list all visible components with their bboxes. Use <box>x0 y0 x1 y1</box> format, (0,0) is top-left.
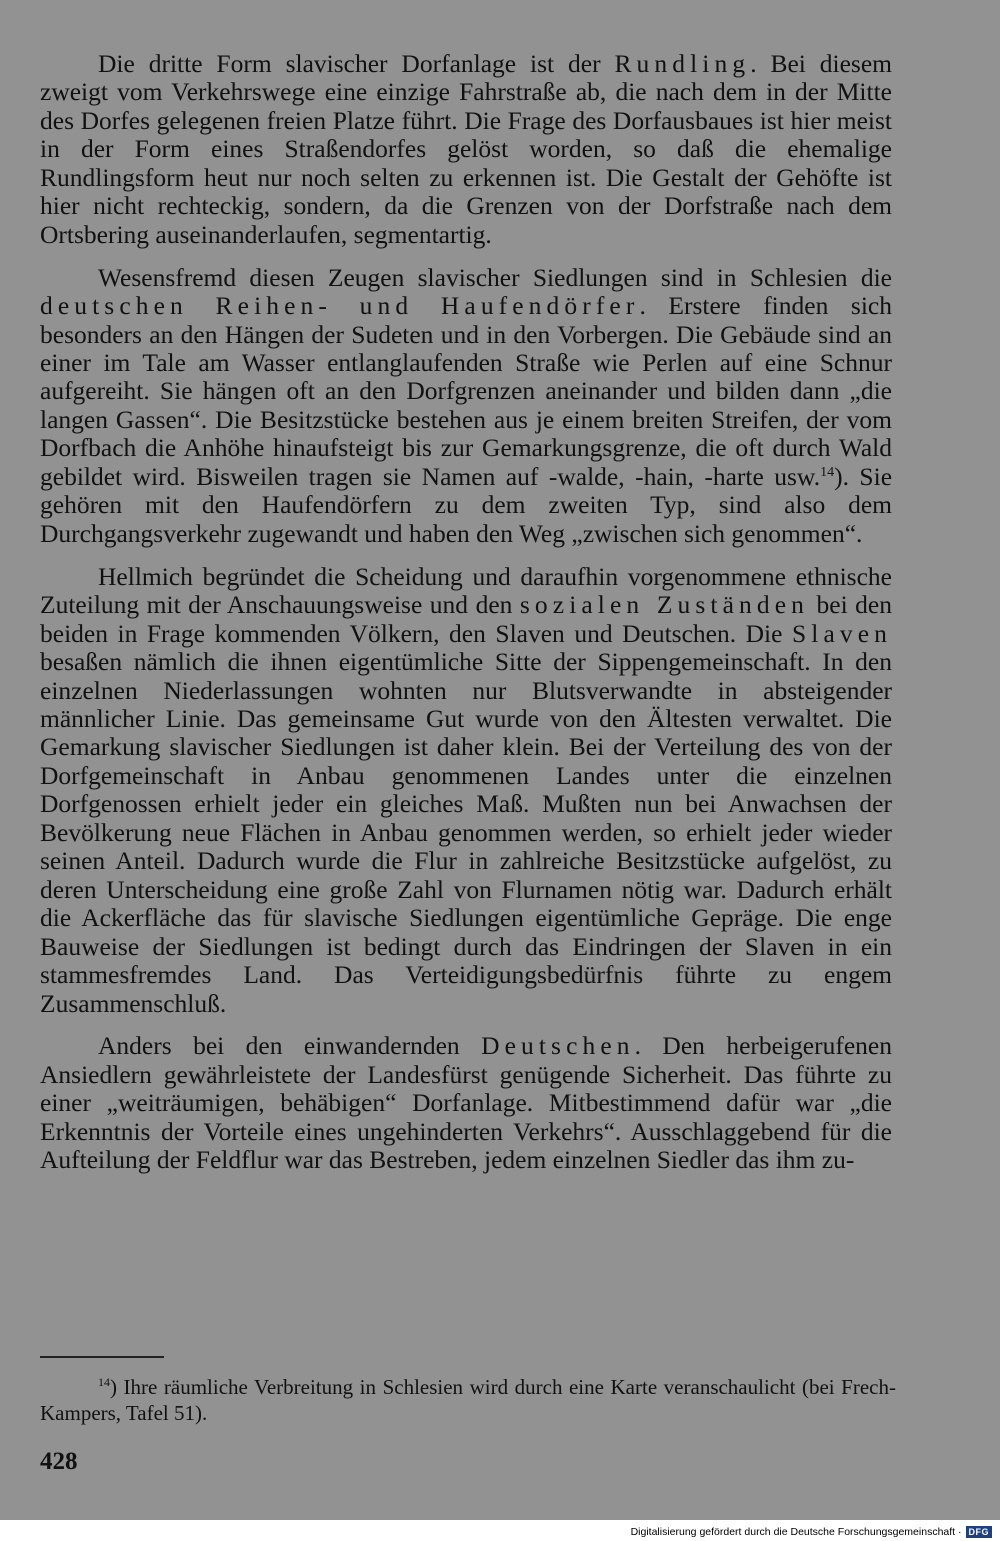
text-run: . Bei diesem zweigt vom Verkehrswege eine einzige Fahrstraße ab, die nach dem in der Mitte des Dorfes gelegenen freien Platze führt. Die Frage des Dorfausbaues ist hier meist in der Form eines Straßendorfes gelöst worden, so daß die ehemalige Rundlingsform heut nur noch selten zu erkennen ist. Die Gestalt der Gehöfte ist hier nicht rechteckig, sondern, da die Grenzen von der Dorfstraße nach dem Ortsbering auseinanderlaufen, segmentartig. <box>40 49 892 249</box>
spaced-term: Rundling <box>614 49 751 78</box>
credit-text: Digitalisierung gefördert durch die Deutsche Forschungsgemeinschaft · <box>630 1525 962 1538</box>
text-run: Wesensfremd diesen Zeugen slavischer Siedlungen sind in Schlesien die <box>98 262 892 292</box>
spaced-term: Slaven <box>791 618 892 648</box>
footnote-text: ) Ihre räumliche Verbreitung in Schlesien wird durch eine Karte veranschaulicht (bei Frech-Kampers, Tafel 51). <box>40 1375 896 1425</box>
dfg-logo-icon: DFG <box>966 1526 993 1538</box>
text-run: bei den beiden in Frage kommenden Völkern, den Slaven und Deutschen. Die <box>40 590 892 648</box>
page-number: 428 <box>40 1448 78 1475</box>
text-run: Anders bei den einwandernden <box>98 1031 482 1061</box>
text-run: besaßen nämlich die ihnen eigentümliche Sitte der Sippengemeinschaft. In den einzelnen Niederlassungen wohnten nur Blutsverwandte in absteigender männlicher Linie. Das gemeinsame Gut wurde von den Ältesten verwaltet. Die Gemarkung slavischer Siedlungen ist daher klein. Bei der Verteilung des von der Dorfgemeinschaft in Anbau genommenen Landes unter die einzelnen Dorfgenossen erhielt jeder ein gleiches Maß. Mußten nun bei Anwachsen der Bevölkerung neue Flächen in Anbau genommen werden, so erhielt jeder wieder seinen Anteil. Dadurch wurde die Flur in zahlreiche Besitzstücke aufgelöst, zu deren Unterscheidung eine große Zahl von Flurnamen nötig war. Dadurch erhält die Ackerfläche das für slavische Siedlungen eigentümliche Gepräge. Die enge Bauweise der Siedlungen ist bedingt durch das Eindringen der Slaven in ein stammesfremdes Land. Das Verteidigungsbedürfnis führte zu engem Zusammenschluß. <box>40 647 892 1018</box>
footnote-mark: 14 <box>98 1375 110 1389</box>
paragraph-deutsche <box>40 1032 892 1174</box>
body-text <box>40 50 892 1189</box>
text-run: . Erstere finden sich besonders an den Hängen der Sudeten und in den Vorbergen. Die Gebäude sind an einer im Tale am Wasser entlanglaufenden Straße wie Perlen auf eine Schnur aufgereiht. Sie hängen oft an den Dorfgrenzen aneinander und bilden dann „die langen Gassen“. Die Besitzstücke bestehen aus je einem breiten Streifen, der vom Dorfbach die Anhöhe hinaufsteigt bis zur Gemarkungsgrenze, die oft durch Wald gebildet wird. Bisweilen tragen sie Namen auf -walde, -hain, -harte usw. <box>40 291 892 491</box>
paragraph-hellmich <box>40 563 892 1018</box>
spaced-term: Deutschen <box>481 1031 635 1061</box>
spaced-term: sozialen Zuständen <box>519 590 809 620</box>
footnote-divider <box>40 1356 164 1358</box>
text-run: Hellmich begründet die Scheidung und daraufhin vorgenommene ethnische Zuteilung mit der Anschauungsweise und den <box>40 561 892 620</box>
text-run: . Den herbeigerufenen Ansiedlern gewährleistete der Landesfürst genügende Sicherheit. Das führte zu einer „weiträumigen, behäbigen“ Dorfanlage. Mitbestimmend dafür war „die Erkenntnis der Vorteile eines ungehinderten Verkehrs“. Ausschlaggebend für die Aufteilung der Feldflur war das Bestreben, jedem einzelnen Siedler das ihm zu- <box>40 1031 892 1175</box>
paragraph-reihendoerfer <box>40 264 892 549</box>
text-run: Die dritte Form slavischer Dorfanlage ist der <box>98 49 615 78</box>
text-run: ). Sie gehören mit den Haufendörfern zu dem zweiten Typ, sind also dem Durchgangsverkehr zugewandt und haben den Weg „zwischen sich genommen“. <box>40 461 893 548</box>
digitization-credit <box>631 1522 992 1541</box>
footnote-reference: 14 <box>820 464 835 480</box>
paragraph-rundling <box>40 50 892 249</box>
spaced-term: deutschen Reihen- und Haufendörfer <box>40 291 640 321</box>
footnote <box>40 1374 896 1426</box>
